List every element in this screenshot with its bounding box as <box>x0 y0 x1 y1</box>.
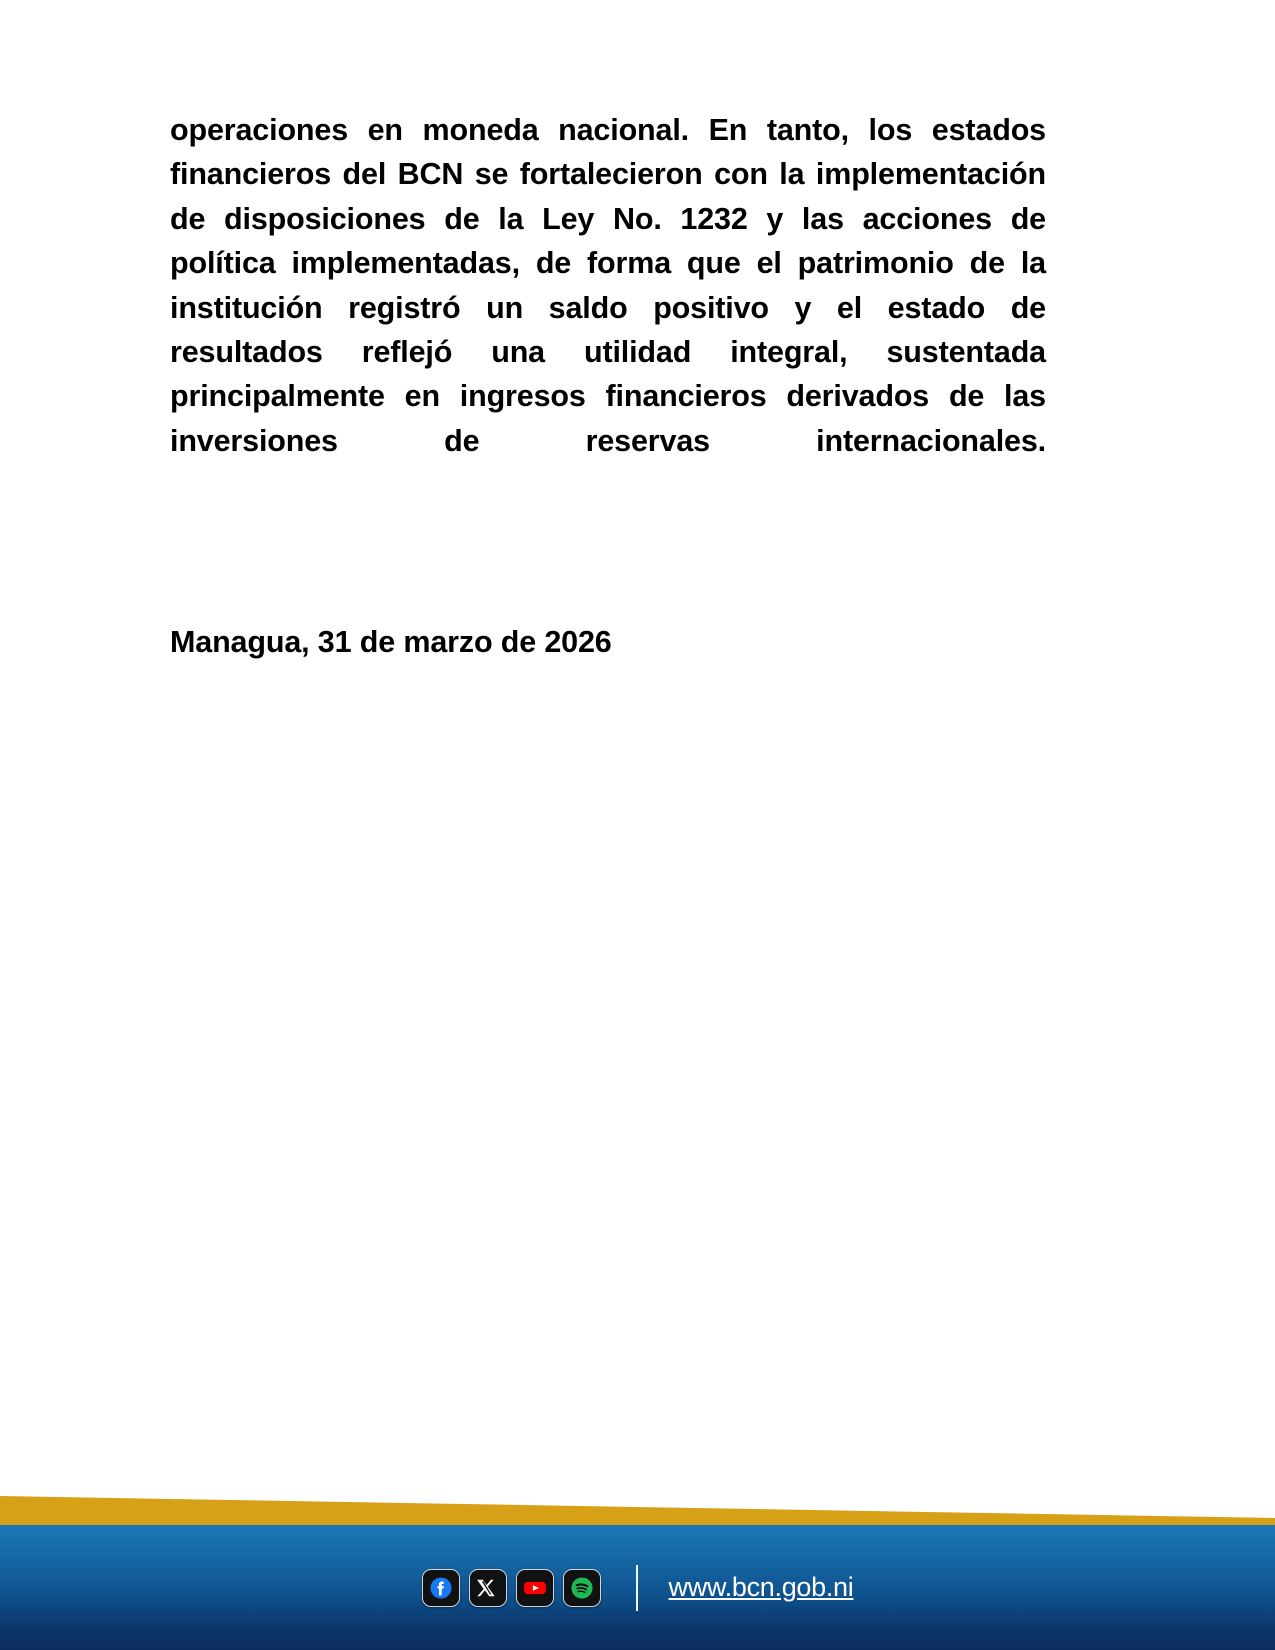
x-icon[interactable] <box>469 1569 507 1607</box>
page-footer <box>0 1485 1275 1650</box>
document-body <box>170 108 1046 508</box>
footer-divider <box>636 1565 638 1611</box>
facebook-icon[interactable] <box>422 1569 460 1607</box>
social-links <box>422 1565 854 1611</box>
spotify-icon[interactable] <box>563 1569 601 1607</box>
website-url[interactable]: www.bcn.gob.ni <box>668 1572 854 1602</box>
youtube-icon[interactable] <box>516 1569 554 1607</box>
dateline: Managua, 31 de marzo de 2026 <box>170 625 612 659</box>
body-paragraph: operaciones en moneda nacional. En tanto, los estados financieros del BCN se fortalecieron con la implementación de disposiciones de la Ley No. 1232 y las acciones de política implementadas, de forma que el patrimonio de la institución registró un saldo positivo y el estado de resultados reflejó una utilidad integral, sustentada principalmente en ingresos financieros derivados de las inversiones de reservas internacionales. <box>170 113 1046 458</box>
footer-content <box>0 1525 1275 1650</box>
